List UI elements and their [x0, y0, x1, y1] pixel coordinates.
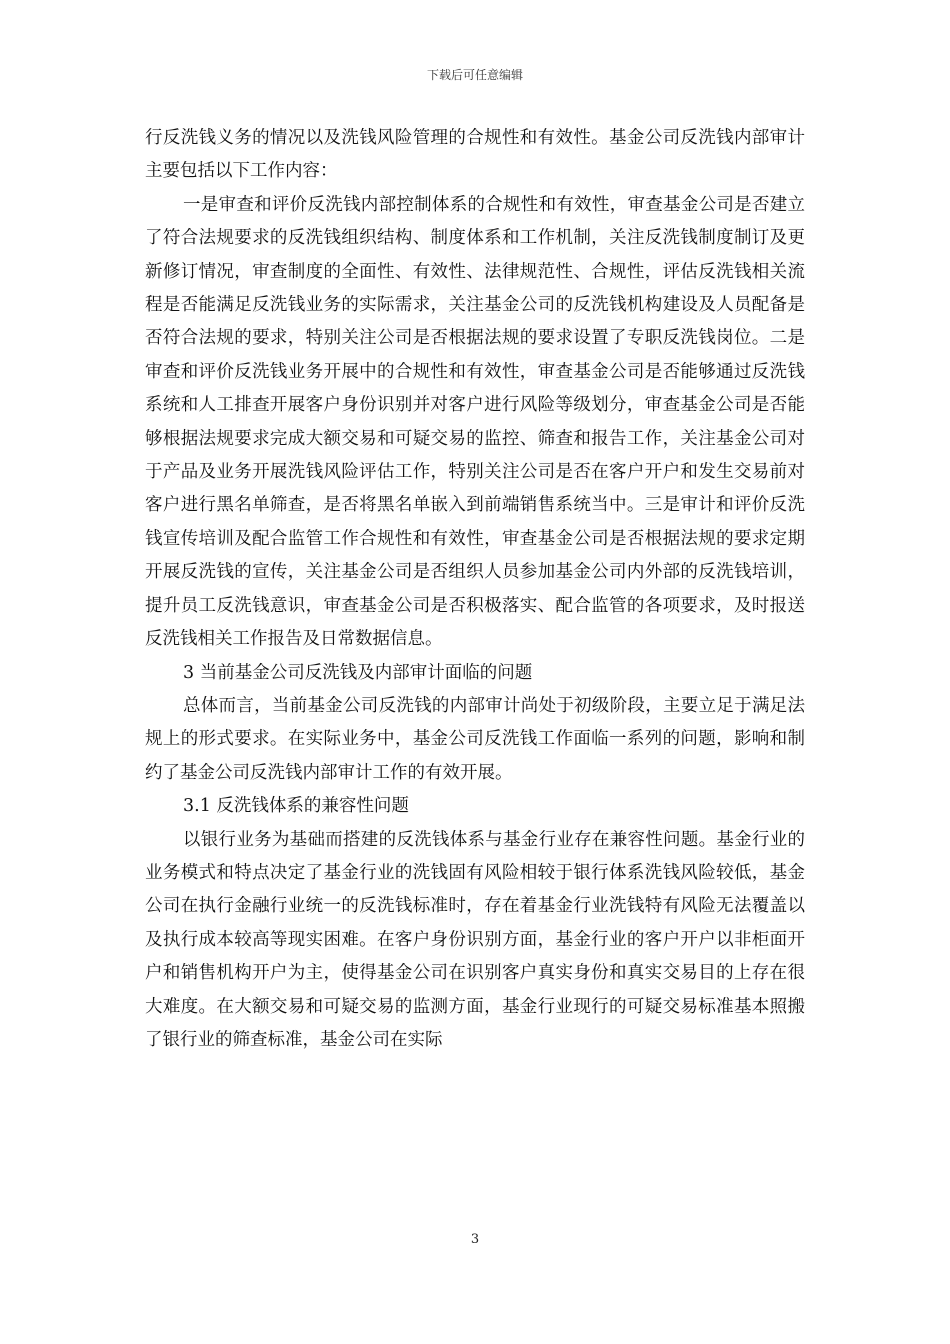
- paragraph-audit-content: 一是审查和评价反洗钱内部控制体系的合规性和有效性，审查基金公司是否建立了符合法规要求的反洗钱组织结构、制度体系和工作机制，关注反洗钱制度制订及更新修订情况，审查制度的全面性、有效性、法律规范性、合规性，评估反洗钱相关流程是否能满足反洗钱业务的实际需求，关注基金公司的反洗钱机构建设及人员配备是否符合法规的要求，特别关注公司是否根据法规的要求设置了专职反洗钱岗位。二是审查和评价反洗钱业务开展中的合规性和有效性，审查基金公司是否能够通过反洗钱系统和人工排查开展客户身份识别并对客户进行风险等级划分，审查基金公司是否能够根据法规要求完成大额交易和可疑交易的监控、筛查和报告工作，关注基金公司对于产品及业务开展洗钱风险评估工作，特别关注公司是否在客户开户和发生交易前对客户进行黑名单筛查，是否将黑名单嵌入到前端销售系统当中。三是审计和评价反洗钱宣传培训及配合监管工作合规性和有效性，审查基金公司是否根据法规的要求定期开展反洗钱的宣传，关注基金公司是否组织人员参加基金公司内外部的反洗钱培训，提升员工反洗钱意识，审查基金公司是否积极落实、配合监管的各项要求，及时报送反洗钱相关工作报告及日常数据信息。: [145, 194, 805, 650]
- paragraph-compatibility: 以银行业务为基础而搭建的反洗钱体系与基金行业存在兼容性问题。基金行业的业务模式和特点决定了基金行业的洗钱固有风险相较于银行体系洗钱风险较低，基金公司在执行金融行业统一的反洗钱标准时，存在着基金行业洗钱特有风险无法覆盖以及执行成本较高等现实困难。在客户身份识别方面，基金行业的客户开户以非柜面开户和销售机构开户为主，使得基金公司在识别客户真实身份和真实交易目的上存在很大难度。在大额交易和可疑交易的监测方面，基金行业现行的可疑交易标准基本照搬了银行业的筛查标准，基金公司在实际: [145, 829, 805, 1050]
- paragraph-overview: 总体而言，当前基金公司反洗钱的内部审计尚处于初级阶段，主要立足于满足法规上的形式要求。在实际业务中，基金公司反洗钱工作面临一系列的问题，影响和制约了基金公司反洗钱内部审计工作的有效开展。: [145, 695, 805, 783]
- page-header: 下载后可任意编辑: [426, 68, 523, 82]
- document-body: [145, 122, 805, 1057]
- page-number: 3: [470, 1232, 480, 1247]
- paragraph-continuation: 行反洗钱义务的情况以及洗钱风险管理的合规性和有效性。基金公司反洗钱内部审计主要包括以下工作内容：: [145, 128, 805, 182]
- section-heading-3-1: 3.1 反洗钱体系的兼容性问题: [183, 796, 409, 817]
- section-heading-3: 3 当前基金公司反洗钱及内部审计面临的问题: [183, 662, 533, 683]
